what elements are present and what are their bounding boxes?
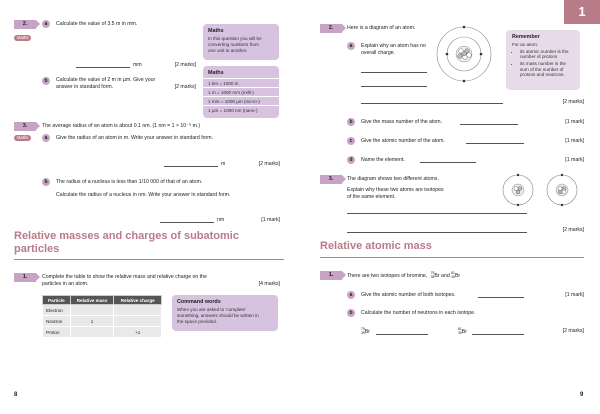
- table-row: [43, 327, 162, 338]
- maths-tip-box: [203, 24, 279, 60]
- part-letter: b: [42, 178, 50, 186]
- answer-unit: nm: [217, 217, 225, 223]
- answer-line[interactable]: [472, 334, 524, 335]
- marks-label: [1 mark]: [565, 157, 584, 163]
- question-text: Calculate the value of 2 m in µm. Give your: [56, 77, 156, 83]
- answer-line[interactable]: [376, 334, 428, 335]
- question-stem: The average radius of an atom is about 0.1 nm. (1 nm = 1 × 10⁻⁹ m.): [42, 123, 201, 129]
- mass-number: 79: [430, 271, 435, 275]
- question-number: 2.: [14, 20, 36, 29]
- question-number: 3.: [320, 175, 342, 184]
- isotope-symbol: Br: [364, 328, 370, 335]
- conversion-row: 1 mm = 1000 µm (micro-): [203, 96, 279, 105]
- marks-label: [2 marks]: [562, 99, 584, 105]
- question-text: Name the element.: [361, 157, 405, 163]
- section-heading: Relative masses and charges of subatomic: [14, 230, 239, 242]
- answer-line[interactable]: [466, 143, 524, 144]
- marks-label: [2 marks]: [258, 161, 280, 167]
- section-heading: Relative atomic mass: [320, 240, 432, 252]
- marks-label: [1 mark]: [565, 292, 584, 298]
- question-number: 1.: [320, 271, 342, 280]
- stem-text: There are two isotopes of bromine,: [347, 272, 428, 279]
- question-text: of the same element.: [347, 194, 396, 200]
- conversion-row: 1 µm = 1000 nm (nano-): [203, 105, 279, 114]
- table-cell: 1: [70, 316, 114, 327]
- table-row: [43, 305, 162, 316]
- answer-line[interactable]: [164, 166, 218, 167]
- atomic-number: 35: [430, 274, 435, 279]
- question-text: Complete the table to show the relative mass and relative charge on the: [42, 274, 207, 280]
- particle-table: [42, 295, 162, 338]
- answer-line[interactable]: [76, 67, 130, 68]
- remember-box: [506, 30, 580, 90]
- question-text: particles in an atom.: [42, 281, 89, 287]
- column-header: Relative mass: [70, 296, 114, 305]
- marks-label: [1 mark]: [261, 217, 280, 223]
- mass-number: 81: [458, 327, 462, 331]
- box-title: Maths: [208, 70, 224, 76]
- box-text: In this question you will be: [208, 36, 262, 41]
- marks-label: [4 marks]: [258, 281, 280, 287]
- isotopes-diagram: [500, 172, 584, 208]
- table-cell: Neutron: [43, 316, 71, 327]
- box-title: Command words: [177, 299, 221, 305]
- question-text: answer in standard form.: [56, 84, 114, 90]
- part-letter: d: [347, 156, 355, 164]
- command-words-box: [172, 295, 278, 331]
- answer-line[interactable]: [361, 86, 427, 87]
- column-header: Particle: [43, 296, 71, 305]
- question-text: Give the mass number of the atom.: [361, 119, 443, 125]
- marks-label: [1 mark]: [565, 119, 584, 125]
- answer-line[interactable]: [478, 297, 524, 298]
- question-text: Explain why these two atoms are isotopes: [347, 187, 444, 193]
- box-text: converting numbers from: [208, 41, 259, 47]
- stem-text: and: [441, 272, 450, 279]
- question-text: Give the atomic number of the atom.: [361, 138, 445, 144]
- answer-line[interactable]: [460, 124, 518, 125]
- box-title: Remember: [512, 34, 540, 40]
- marks-label: [2 marks]: [174, 84, 196, 90]
- marks-label: [2 marks]: [562, 328, 584, 334]
- isotope-label: [361, 328, 370, 335]
- right-page: [300, 0, 600, 414]
- part-letter: b: [347, 309, 355, 317]
- answer-unit: mm: [133, 62, 142, 68]
- conversion-row: 1 km = 1000 m: [203, 78, 279, 87]
- part-letter: b: [42, 77, 50, 85]
- atomic-number: 35: [451, 274, 455, 279]
- section-divider: [14, 259, 284, 260]
- box-text: When you are asked to 'complete': [177, 307, 246, 312]
- part-letter: a: [347, 291, 355, 299]
- table-row: [43, 316, 162, 327]
- page-number: 8: [14, 392, 18, 398]
- list-item: • its atomic number is the number of protons: [520, 49, 574, 60]
- marks-label: [2 marks]: [174, 62, 196, 68]
- isotope-label: [458, 328, 467, 335]
- box-text: something, answers should be written in: [177, 312, 259, 318]
- question-text: overall charge.: [361, 50, 396, 56]
- question-text: Give the radius of an atom in m. Write your answer in standard form.: [56, 135, 214, 141]
- atom-diagram: [434, 24, 494, 84]
- part-letter: a: [347, 42, 355, 50]
- box-title: Maths: [208, 28, 224, 34]
- conversion-box: [203, 66, 279, 118]
- part-letter: c: [347, 137, 355, 145]
- marks-label: [2 marks]: [562, 227, 584, 233]
- table-cell-input[interactable]: [114, 316, 162, 327]
- question-number: 3.: [14, 122, 36, 131]
- mass-number: 81: [451, 271, 455, 275]
- chapter-tab: 1: [564, 0, 600, 24]
- mass-number: 79: [361, 327, 365, 331]
- list-item: • its mass number is the sum of the number of protons and neutrons.: [520, 61, 574, 78]
- answer-unit: m: [221, 161, 226, 167]
- part-letter: a: [42, 20, 50, 28]
- maths-tag: Maths: [14, 35, 31, 41]
- remember-list: [506, 49, 580, 78]
- box-text: the space provided.: [177, 318, 218, 324]
- atomic-number: 35: [361, 330, 365, 335]
- section-heading: particles: [14, 243, 60, 255]
- marks-label: [1 mark]: [565, 138, 584, 144]
- box-text: one unit to another.: [208, 47, 248, 53]
- column-header: Relative charge: [114, 296, 162, 305]
- table-cell: Proton: [43, 327, 71, 338]
- question-number: 2.: [320, 24, 342, 33]
- isotope-symbol: Br: [434, 272, 440, 279]
- question-text: The radius of a nucleus is less than 1/10 000 of that of an atom.: [56, 179, 203, 185]
- answer-line[interactable]: [361, 72, 427, 73]
- table-cell: Electron: [43, 305, 71, 316]
- question-text: Explain why an atom has no: [361, 43, 426, 49]
- question-stem: [347, 272, 460, 279]
- question-number: 1.: [14, 273, 36, 282]
- table-cell-input[interactable]: [114, 305, 162, 316]
- table-cell-input[interactable]: [70, 305, 114, 316]
- answer-line[interactable]: [347, 232, 527, 233]
- question-stem: The diagram shows two different atoms.: [347, 176, 439, 182]
- atomic-number: 35: [458, 330, 462, 335]
- answer-line[interactable]: [347, 213, 527, 214]
- table-header-row: [43, 296, 162, 305]
- conversion-row: 1 m = 1000 mm (milli-): [203, 87, 279, 96]
- table-cell: +1: [114, 327, 162, 338]
- box-text: For an atom:: [512, 42, 539, 47]
- page-number: 9: [580, 392, 584, 398]
- table-cell-input[interactable]: [70, 327, 114, 338]
- question-text: Give the atomic number of both isotopes.: [361, 292, 456, 298]
- part-letter: a: [42, 134, 50, 142]
- isotope-symbol: Br: [454, 272, 461, 279]
- maths-tag: Maths: [14, 135, 31, 141]
- question-text: Calculate the value of 3.5 m in mm.: [56, 21, 138, 27]
- answer-line[interactable]: [361, 103, 503, 104]
- question-text: Calculate the radius of a nucleus in nm. Write your answer in standard form.: [56, 192, 231, 198]
- answer-line[interactable]: [420, 162, 476, 163]
- isotope-symbol: Br: [461, 328, 467, 335]
- answer-line[interactable]: [160, 222, 214, 223]
- question-text: Calculate the number of neutrons in each isotope.: [361, 310, 476, 316]
- section-divider: [320, 257, 584, 258]
- question-stem: Here is a diagram of an atom.: [347, 25, 416, 31]
- part-letter: b: [347, 118, 355, 126]
